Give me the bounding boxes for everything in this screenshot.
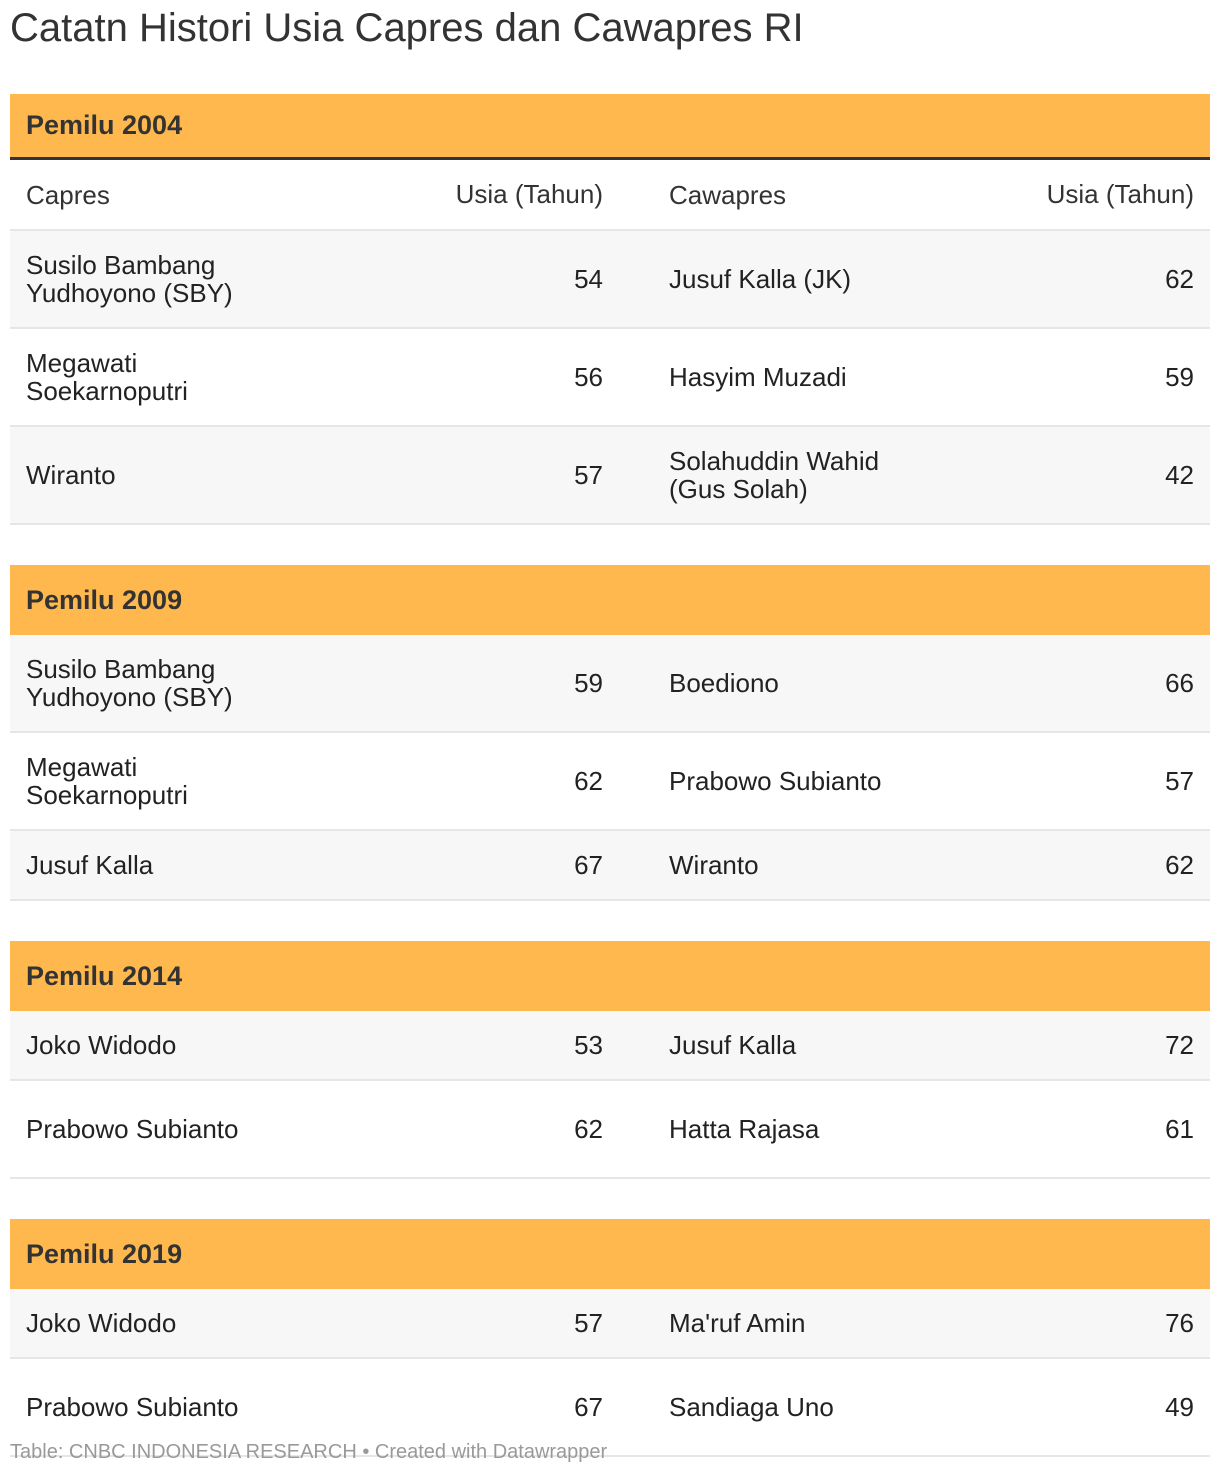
cell-capres-age: 67	[574, 1391, 603, 1422]
capres-name: Jusuf Kalla	[26, 850, 154, 880]
table-row	[10, 1081, 1210, 1179]
cell-capres	[10, 753, 340, 809]
table-row	[10, 1289, 1210, 1359]
cell-capres	[10, 1031, 340, 1059]
capres-name: Wiranto	[26, 460, 116, 490]
table-row	[10, 635, 1210, 733]
cell-capres	[10, 1393, 340, 1421]
cawapres-name: Jusuf Kalla (JK)	[669, 264, 852, 294]
col-header-cawapres: Cawapres	[669, 179, 787, 210]
capres-name: Susilo Bambang Yudhoyono (SBY)	[26, 250, 233, 308]
capres-name: Susilo Bambang Yudhoyono (SBY)	[26, 654, 233, 712]
cawapres-name: Hatta Rajasa	[669, 1114, 820, 1144]
cell-cawapres	[603, 669, 923, 697]
table-row	[10, 231, 1210, 329]
page-title: Catatn Histori Usia Capres dan Cawapres RI	[10, 6, 804, 50]
col-header-capres: Capres	[26, 179, 110, 210]
cell-capres-age: 54	[574, 263, 603, 294]
cawapres-name: Wiranto	[669, 850, 759, 880]
cell-cawapres	[603, 1031, 923, 1059]
cell-capres-age: 59	[574, 667, 603, 698]
cell-capres	[10, 251, 340, 307]
cawapres-name: Sandiaga Uno	[669, 1392, 834, 1422]
table-row	[10, 427, 1210, 525]
cawapres-name: Boediono	[669, 668, 779, 698]
capres-name: Prabowo Subianto	[26, 1392, 239, 1422]
cell-capres-age: 67	[574, 849, 603, 880]
group-spacer	[10, 525, 1210, 565]
cell-cawapres-age: 49	[1165, 1391, 1194, 1422]
cell-capres-age: 53	[574, 1029, 603, 1060]
cell-cawapres	[603, 851, 923, 879]
cell-capres-age: 57	[574, 459, 603, 490]
cawapres-name: Hasyim Muzadi	[669, 362, 847, 392]
group-spacer	[10, 901, 1210, 941]
cell-cawapres-age: 42	[1165, 459, 1194, 490]
cell-cawapres	[603, 447, 923, 503]
capres-name: Joko Widodo	[26, 1030, 177, 1060]
capres-name: Megawati Soekarnoputri	[26, 348, 188, 406]
cell-capres	[10, 851, 340, 879]
cawapres-name: Ma'ruf Amin	[669, 1308, 806, 1338]
cell-capres	[10, 349, 340, 405]
cell-capres-age: 62	[574, 765, 603, 796]
table-row	[10, 831, 1210, 901]
cell-cawapres-age: 66	[1165, 667, 1194, 698]
cell-cawapres	[603, 265, 923, 293]
footer-credit: Table: CNBC INDONESIA RESEARCH • Created with Datawrapper	[10, 1441, 608, 1463]
col-header-capres-age: Usia (Tahun)	[455, 179, 603, 209]
cell-capres-age: 62	[574, 1113, 603, 1144]
cell-capres	[10, 1115, 340, 1143]
cell-capres	[10, 461, 340, 489]
capres-name: Prabowo Subianto	[26, 1114, 239, 1144]
group-header: Pemilu 2004	[10, 94, 1210, 160]
cell-capres-age: 56	[574, 361, 603, 392]
cell-cawapres-age: 59	[1165, 361, 1194, 392]
cell-cawapres-age: 76	[1165, 1307, 1194, 1338]
group-header: Pemilu 2019	[10, 1219, 1210, 1289]
cawapres-name: Prabowo Subianto	[669, 766, 882, 796]
cell-cawapres-age: 57	[1165, 765, 1194, 796]
col-header-cawapres-age: Usia (Tahun)	[1046, 179, 1194, 209]
capres-name: Joko Widodo	[26, 1308, 177, 1338]
cell-capres	[10, 655, 340, 711]
cell-cawapres	[603, 767, 923, 795]
column-header-row	[10, 160, 1210, 231]
cell-cawapres-age: 72	[1165, 1029, 1194, 1060]
cell-cawapres-age: 62	[1165, 849, 1194, 880]
group-spacer	[10, 1179, 1210, 1219]
table-row	[10, 1011, 1210, 1081]
cell-capres-age: 57	[574, 1307, 603, 1338]
cawapres-name: Solahuddin Wahid (Gus Solah)	[669, 446, 880, 504]
group-header: Pemilu 2009	[10, 565, 1210, 635]
cell-cawapres-age: 61	[1165, 1113, 1194, 1144]
capres-name: Megawati Soekarnoputri	[26, 752, 188, 810]
cell-cawapres	[603, 1115, 923, 1143]
cell-cawapres	[603, 1309, 923, 1337]
table-row	[10, 329, 1210, 427]
cawapres-name: Jusuf Kalla	[669, 1030, 797, 1060]
cell-cawapres	[603, 1393, 923, 1421]
table-row	[10, 733, 1210, 831]
age-table	[10, 94, 1210, 1457]
cell-capres	[10, 1309, 340, 1337]
cell-cawapres	[603, 363, 923, 391]
group-header: Pemilu 2014	[10, 941, 1210, 1011]
cell-cawapres-age: 62	[1165, 263, 1194, 294]
